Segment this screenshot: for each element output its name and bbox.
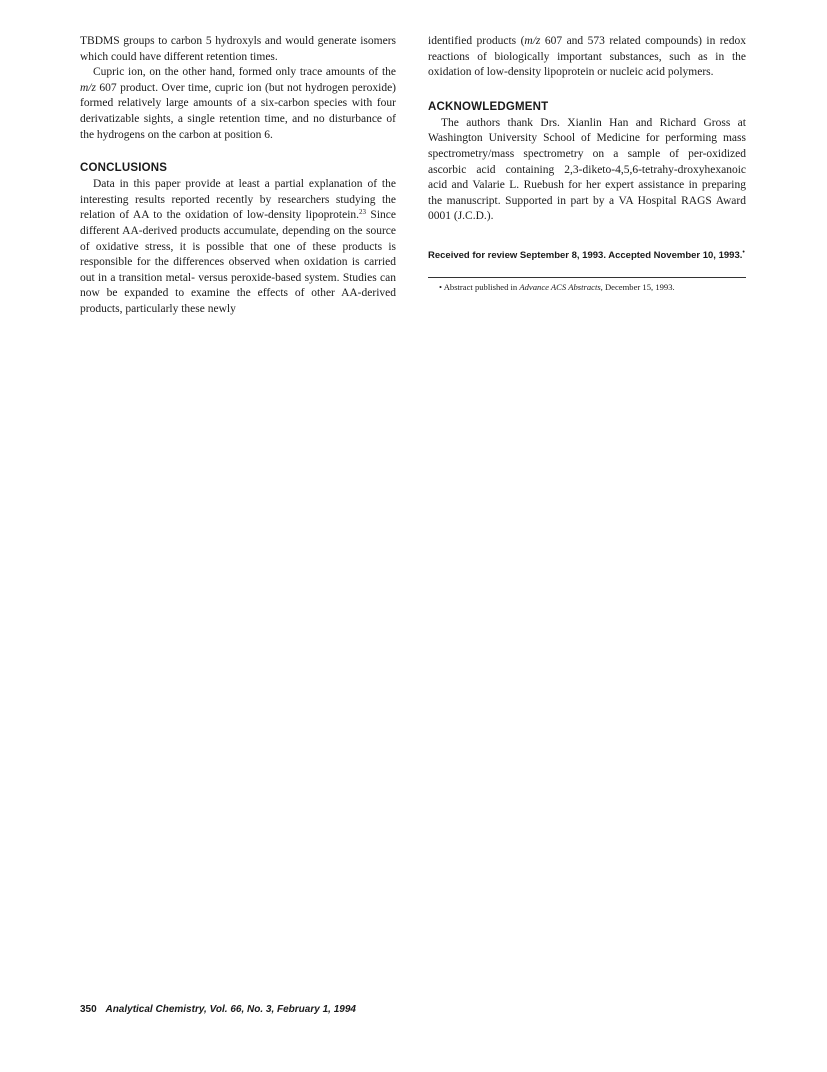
- footnote-rule: [428, 277, 746, 278]
- footnote-mark: •: [439, 281, 443, 292]
- paragraph: TBDMS groups to carbon 5 hydroxyls and would generate isomers which could have different retention times.: [80, 35, 396, 63]
- journal-citation: Analytical Chemistry, Vol. 66, No. 3, February 1, 1994: [105, 1004, 356, 1015]
- section-heading-acknowledgment: ACKNOWLEDGMENT: [428, 100, 549, 113]
- received-dates: Received for review September 8, 1993. Accepted November 10, 1993.•: [428, 248, 745, 261]
- paragraph: Cupric ion, on the other hand, formed only trace amounts of the m/z 607 product. Over time, cupric ion (but not hydrogen peroxide) formed relatively large amounts of a six-carbon species with four derivatizable sights, a single retention time, and no disturbance of the hydrogens on the carbon at position 6.: [80, 66, 396, 141]
- mz-term: m/z: [80, 81, 96, 94]
- page-number: 350: [80, 1004, 97, 1015]
- mz-term: m/z: [524, 35, 541, 47]
- footnote: • Abstract published in Advance ACS Abstracts, December 15, 1993.: [439, 281, 675, 292]
- paragraph: The authors thank Drs. Xianlin Han and Richard Gross at Washington University School of Medicine for performing mass spectrometry/mass spectrometry on a sample of per-oxidized ascorbic acid containing 2,3-diketo-4,5,6-tetrahy-droxyhexanoic acid and Valarie L. Ruebush for her expert assistance in preparing the manuscript. Supported in part by a VA Hospital RAGS Award 0001 (J.C.D.).: [428, 116, 746, 223]
- left-column: [80, 34, 396, 318]
- right-column: [428, 34, 746, 293]
- section-heading-conclusions: CONCLUSIONS: [80, 162, 168, 175]
- page-footer: [80, 1004, 356, 1015]
- paragraph: identified products (m/z 607 and 573 related compounds) in redox reactions of biologically important substances, such as in the oxidation of low-density lipoprotein or nucleic acid polymers.: [428, 35, 746, 79]
- footnote-mark: •: [742, 248, 745, 256]
- reference-mark: 23: [359, 208, 367, 217]
- paragraph: Data in this paper provide at least a partial explanation of the interesting results reported recently by researchers studying the relation of AA to the oxidation of low-density lipoprotein.$^{23}$ Since different AA-derived products accumulate, depending on the source of oxidative stress, it is possible that one of these products is responsible for the differences observed when oxidation is carried out in a transition metal- versus peroxide-based system. Studies can now be expanded to examine the effects of other AA-derived products, particularly these newly: [80, 178, 396, 315]
